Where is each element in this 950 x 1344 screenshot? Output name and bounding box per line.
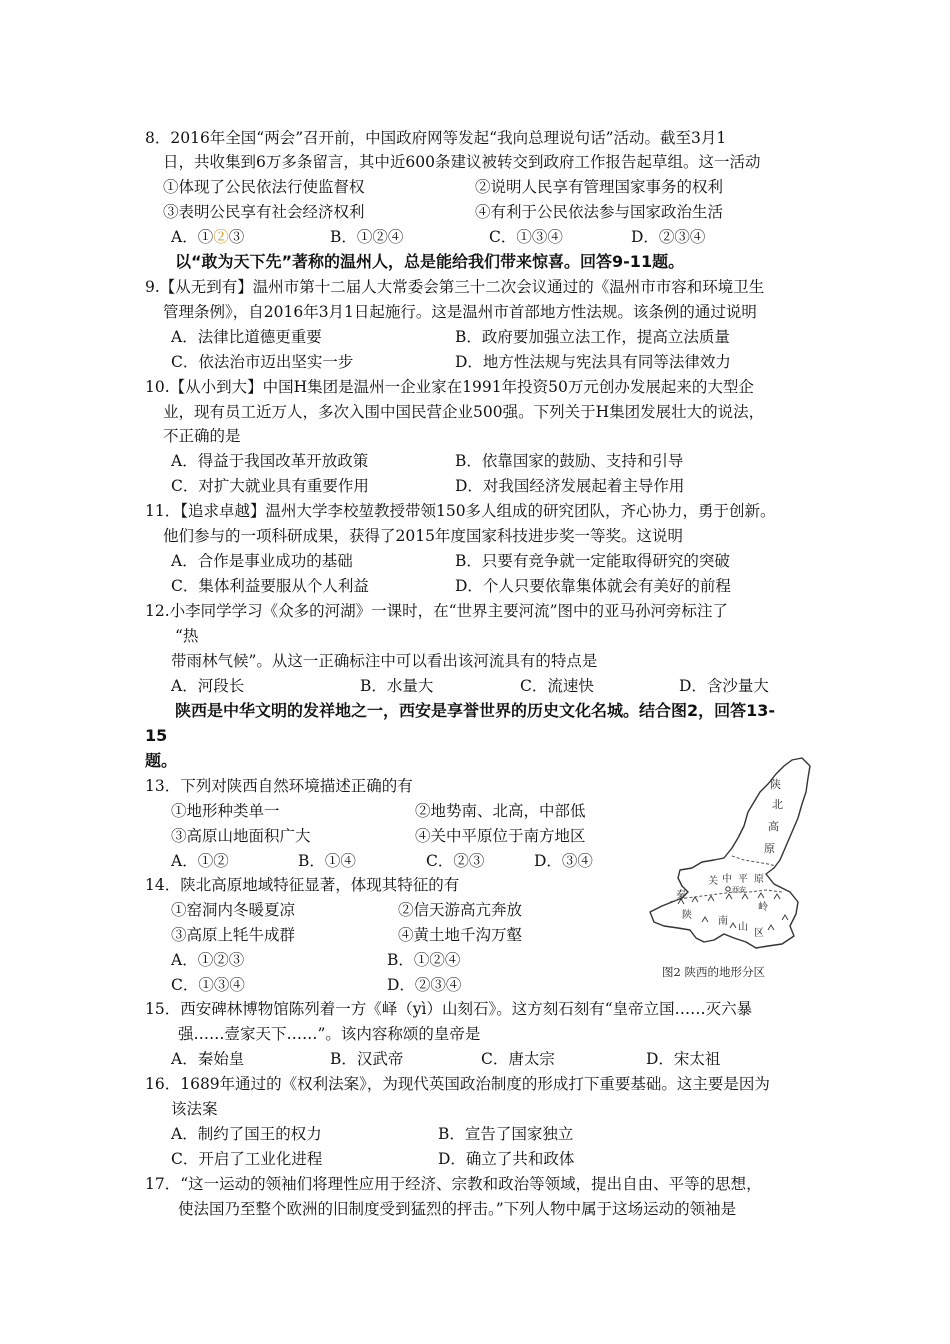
q9-option-c: C．依法治市迈出坚实一步 (171, 353, 354, 371)
map-label-guanzhong-4: 原 (754, 874, 764, 885)
q13-option-a: A．①② (171, 852, 229, 870)
q15-option-a: A．秦始皇 (171, 1050, 245, 1068)
map-label-south-2: 南 (718, 916, 728, 927)
map-label-guanzhong-3: 平 (738, 874, 748, 885)
q12-option-c: C．流速快 (520, 677, 594, 695)
figure-caption: 图2 陕西的地形分区 (662, 965, 765, 979)
q14-option-b: B．①②④ (387, 951, 461, 969)
q9-option-a: A．法律比道德更重要 (171, 328, 322, 346)
q8-stem-line2: 日，共收集到6万多条留言，其中近600条建议被转交到政府工作报告起草组。这一活动 (163, 153, 761, 171)
q14-stem: 14．陕北高原地域特征显著，体现其特征的有 (145, 876, 460, 894)
intro-13-15-line2: 15 (145, 726, 168, 745)
q8-statement-2: ②说明人民享有管理国家事务的权利 (475, 178, 724, 196)
q10-stem-line1: 10.【从小到大】中国H集团是温州一企业家在1991年投资50万元创办发展起来的大型企 (145, 378, 754, 396)
q11-stem-line2: 他们参与的一项科研成果，获得了2015年度国家科技进步奖一等奖。这说明 (163, 527, 683, 545)
map-label-north-1: 陕 (770, 778, 781, 791)
q8-option-d: D．②③④ (631, 228, 706, 246)
q13-statement-2: ②地势南、北高，中部低 (415, 802, 586, 820)
map-label-qinling-1: 秦 (676, 890, 686, 901)
q13-statement-1: ①地形种类单一 (171, 802, 280, 820)
map-label-north-4: 原 (764, 842, 775, 855)
q10-option-c: C．对扩大就业具有重要作用 (171, 477, 369, 495)
map-label-guanzhong-2: 中 (722, 874, 732, 885)
q11-option-b: B．只要有竞争就一定能取得研究的突破 (455, 552, 730, 570)
q9-option-b: B．政府要加强立法工作，提高立法质量 (455, 328, 730, 346)
q8-option-a-post: ③ (228, 228, 245, 246)
q15-stem-line2: 强……壹家天下……”。该内容称颂的皇帝是 (178, 1025, 481, 1043)
q16-option-a: A．制约了国王的权力 (171, 1125, 322, 1143)
q10-option-b: B．依靠国家的鼓励、支持和引导 (455, 452, 684, 470)
q8-statement-3: ③表明公民享有社会经济权利 (163, 203, 365, 221)
q12-option-d: D．含沙量大 (679, 677, 769, 695)
q16-option-c: C．开启了工业化进程 (171, 1150, 323, 1168)
q8-statement-1: ①体现了公民依法行使监督权 (163, 178, 365, 196)
q17-stem-line1: 17．“这一运动的领袖们将理性应用于经济、宗教和政治等领域，提出自由、平等的思想， (145, 1175, 762, 1193)
q10-option-a: A．得益于我国改革开放政策 (171, 452, 369, 470)
q12-option-a: A．河段长 (171, 677, 245, 695)
q9-stem-line2: 管理条例》，自2016年3月1日起施行。这是温州市首部地方性法规。该条例的通过说明 (163, 303, 757, 321)
q13-stem: 13．下列对陕西自然环境描述正确的有 (145, 777, 413, 795)
q13-option-b: B．①④ (298, 852, 356, 870)
q10-stem-line3: 不正确的是 (163, 427, 241, 445)
q11-option-a: A．合作是事业成功的基础 (171, 552, 353, 570)
q12-stem-line2: “热 (175, 627, 199, 645)
q8-option-c: C．①③④ (489, 228, 563, 246)
q10-option-d: D．对我国经济发展起着主导作用 (455, 477, 685, 495)
map-label-qinling-2: 岭 (758, 902, 768, 913)
q8-option-a-pre: A．① (171, 228, 214, 246)
q8-option-a (171, 227, 244, 247)
q11-option-d: D．个人只要依靠集体就会有美好的前程 (455, 577, 731, 595)
q8-stem-line1: 8．2016年全国“两会”召开前，中国政府网等发起“我向总理说句话”活动。截至3月1 (145, 129, 727, 147)
map-label-south-4: 区 (754, 928, 764, 939)
map-label-north-3: 高 (768, 820, 779, 833)
q16-option-b: B．宣告了国家独立 (438, 1125, 574, 1143)
intro-13-15-line1: 陕西是中华文明的发祥地之一，西安是享誉世界的历史文化名城。结合图2，回答13- (175, 701, 776, 720)
q16-stem-line2: 该法案 (171, 1100, 218, 1118)
q14-statement-3: ③高原上牦牛成群 (171, 926, 296, 944)
q15-option-d: D．宋太祖 (646, 1050, 721, 1068)
map-label-xian: 西安 (732, 886, 746, 894)
q13-statement-3: ③高原山地面积广大 (171, 827, 311, 845)
q14-statement-1: ①窑洞内冬暖夏凉 (171, 901, 296, 919)
q14-statement-2: ②信天游高亢奔放 (398, 901, 523, 919)
q15-option-b: B．汉武帝 (330, 1050, 404, 1068)
q14-option-c: C．①③④ (171, 976, 245, 994)
q13-statement-4: ④关中平原位于南方地区 (415, 827, 586, 845)
map-label-south-1: 陕 (682, 910, 692, 921)
q9-stem-line1: 9.【从无到有】温州市第十二届人大常委会第三十二次会议通过的《温州市市容和环境卫生 (145, 278, 765, 296)
map-label-north-2: 北 (772, 798, 783, 811)
q16-option-d: D．确立了共和政体 (438, 1150, 575, 1168)
q8-option-a-mark: ② (213, 228, 229, 246)
q15-stem-line1: 15．西安碑林博物馆陈列着一方《峄（yì）山刻石》。这方刻石刻有“皇帝立国……灭六暴 (145, 1000, 753, 1018)
q14-statement-4: ④黄土地千沟万壑 (398, 926, 523, 944)
q12-stem-line3: 带雨林气候”。从这一正确标注中可以看出该河流具有的特点是 (171, 652, 598, 670)
q11-option-c: C．集体利益要服从个人利益 (171, 577, 369, 595)
map-label-guanzhong-1: 关 (708, 876, 718, 887)
q8-option-b: B．①②④ (330, 228, 404, 246)
q14-option-d: D．②③④ (387, 976, 462, 994)
q8-statement-4: ④有利于公民依法参与国家政治生活 (475, 203, 724, 221)
q11-stem-line1: 11．【追求卓越】温州大学李校堃教授带领150多人组成的研究团队，齐心协力，勇于创新。 (145, 502, 776, 520)
shaanxi-terrain-map (642, 752, 820, 984)
q16-stem-line1: 16．1689年通过的《权利法案》，为现代英国政治制度的形成打下重要基础。这主要是因为 (145, 1075, 770, 1093)
q10-stem-line2: 业，现有员工近万人，多次入围中国民营企业500强。下列关于H集团发展壮大的说法， (163, 403, 765, 421)
intro-13-15-line3: 题。 (145, 751, 178, 770)
q13-option-c: C．②③ (426, 852, 485, 870)
q13-option-d: D．③④ (534, 852, 593, 870)
q17-stem-line2: 使法国乃至整个欧洲的旧制度受到猛烈的抨击。”下列人物中属于这场运动的领袖是 (178, 1200, 737, 1218)
intro-9-11: 以“敢为天下先”著称的温州人，总是能给我们带来惊喜。回答9-11题。 (175, 252, 685, 271)
q12-stem-line1: 12.小李同学学习《众多的河湖》一课时，在“世界主要河流”图中的亚马孙河旁标注了 (145, 602, 729, 620)
q9-option-d: D．地方性法规与宪法具有同等法律效力 (455, 353, 731, 371)
q15-option-c: C．唐太宗 (481, 1050, 555, 1068)
shaanxi-outline (650, 758, 810, 948)
map-label-south-3: 山 (738, 922, 748, 933)
q12-option-b: B．水量大 (360, 677, 434, 695)
q14-option-a: A．①②③ (171, 951, 245, 969)
